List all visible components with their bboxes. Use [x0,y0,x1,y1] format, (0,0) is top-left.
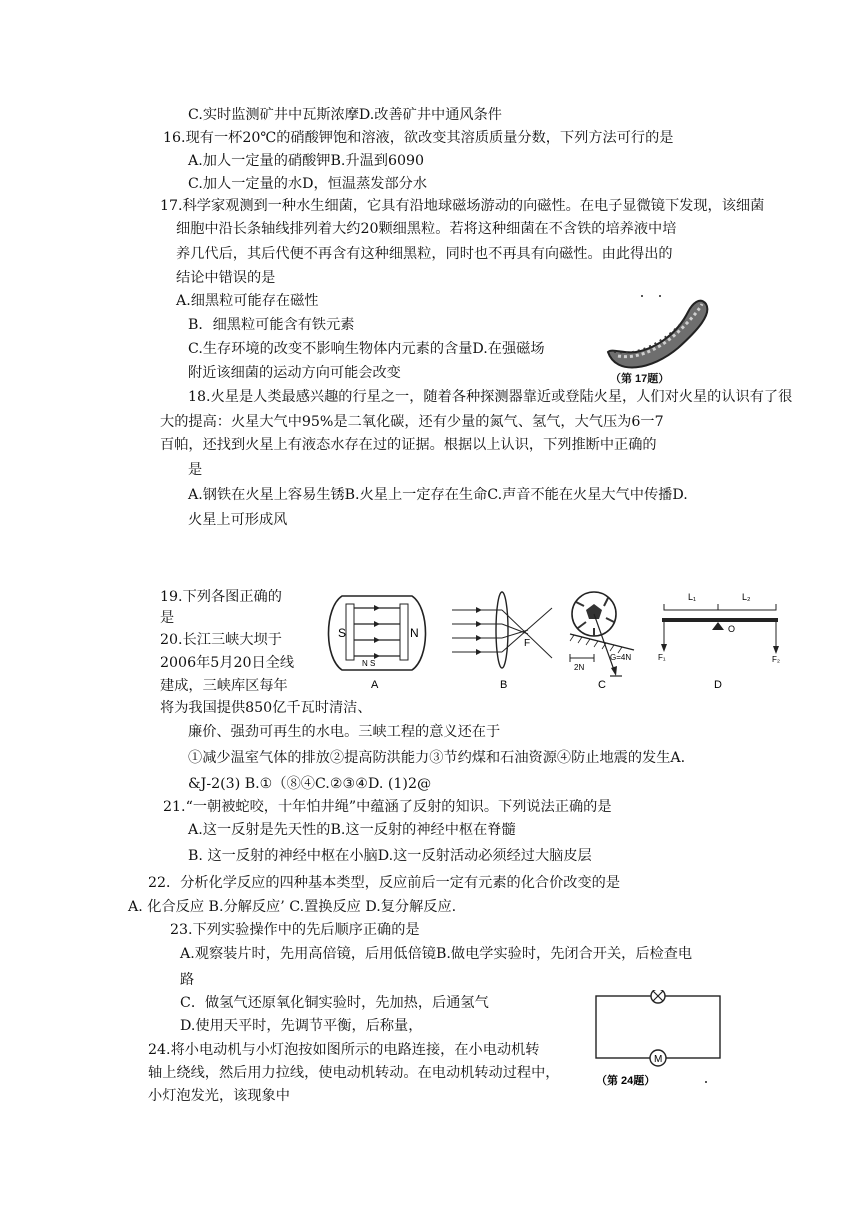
fig-d-f1: F₁ [658,653,666,662]
fig-c-g: G=4N [610,653,632,662]
q17-option-cd: 附近该细菌的运动方向可能会改变 [188,365,401,381]
q20-options: &J-2(3) B.①（⑧④C.②③④D. (1)2@ [188,776,432,792]
fig-a-n: N [410,626,419,640]
fig-d-label: D [714,679,722,691]
q16-option-ab: A.加人一定量的硝酸钾B.升温到6090 [188,153,425,169]
q23-option-b-cont: 路 [180,972,195,988]
bacteria-caption: （第 17题） [610,373,670,385]
q18-stem-4: A.钢铁在火星上容易生锈B.火星上一定存在生命C.声音不能在火星大气中传播D. [188,487,688,503]
q17-stem-4: 结论中错误的是 [176,270,276,286]
bacterium-figure [600,290,722,390]
q16-option-cd: C.加人一定量的水D，恒温蒸发部分水 [188,176,428,192]
q19-figure-c [564,586,650,692]
q20-stem-3: 建成，三峡库区每年 [160,678,288,694]
q24-stem-1: 24.将小电动机与小灯泡按如图所示的电路连接，在小电动机转 [148,1042,540,1058]
q19-figure-d [656,586,786,692]
q18-stem-3: 是 [188,462,203,478]
q16-stem: 16.现有一杯20℃的硝酸钾饱和溶液，欲改变其溶质质量分数，下列方法可行的是 [163,130,674,146]
q18-stem-1: 大的提高：火星大气中95%是二氧化碳，还有少量的氮气、氢气，大气压为6一7 [160,414,664,430]
q19-stem-2: 是 [160,610,175,626]
q19-figure-a [318,586,436,692]
q22-stem: 22．分析化学反应的四种基本类型，反应前后一定有元素的化合价改变的是 [148,875,621,891]
q23-option-c: C．做氢气还原氧化铜实验时，先加热，后通氢气 [180,995,489,1011]
q17-stem-3: 养几代后，其后代便不再含有这种细黑粒，同时也不再具有向磁性。由此得出的 [176,246,673,262]
q23-option-ab: A.观察装片时，先用高倍镜，后用低倍镜B.做电学实验时，先闭合开关，后检查电 [180,946,693,962]
q19-figure-b [448,586,558,692]
fig-c-force: 2N [574,663,585,672]
q17-stem-1: 17.科学家观测到一种水生细菌，它具有沿地球磁场游动的向磁性。在电子显微镜下发现，该细菌 [160,198,765,214]
fig-d-l1: L₁ [688,592,697,602]
fig-a-ns: N S [362,659,376,668]
q18-stem-2: 百帕，还找到火星上有液态水存在过的证据。根据以上认识，下列推断中正确的 [160,437,657,453]
q24-stem-2: 轴上绕线，然后用力拉线，使电动机转动。在电动机转动过程中， [148,1065,560,1081]
q21-option-cd: B. 这一反射的神经中枢在小脑D.这一反射活动必须经过大脑皮层 [188,848,592,864]
q24-stem-3: 小灯泡发光，该现象中 [148,1088,290,1104]
q20-stem-1: 20.长江三峡大坝于 [160,632,282,648]
circuit-caption: （第 24题） [596,1075,656,1087]
q24-circuit-figure [588,990,728,1090]
q20-stem-2: 2006年5月20日全线 [160,655,295,671]
fig-c-label: C [598,679,606,691]
motor-label: M [654,1054,663,1065]
q18-stem-5: 火星上可形成风 [188,512,288,528]
q20-stem-5: 廉价、强劲可再生的水电。三峡工程的意义还在于 [188,724,501,740]
q17-option-b: C.生存环境的改变不影响生物体内元素的含量D.在强磁场 [188,341,545,357]
fig-d-l2: L₂ [742,592,751,602]
q21-stem: 21.“一朝被蛇咬，十年怕井绳”中蕴涵了反射的知识。下列说法正确的是 [163,799,612,815]
fig-d-o: O [728,624,736,634]
q23-option-d: D.使用天平时，先调节平衡，后称量， [180,1018,423,1034]
fig-a-s: S [338,626,347,640]
q20-statements: ①减少温室气体的排放②提高防洪能力③节约煤和石油资源④防止地震的发生A. [188,750,686,766]
fig-b-f: F [524,638,531,649]
q21-option-ab: A.这一反射是先天性的B.这一反射的神经中枢在脊髓 [188,822,516,838]
q20-stem-4: 将为我国提供850亿千瓦时清洁、 [160,700,372,716]
q23-stem: 23.下列实验操作中的先后顺序正确的是 [170,922,420,938]
q17-option-a: B．细黑粒可能含有铁元素 [188,317,355,333]
q17-option-d-cont: 18.火星是人类最感兴趣的行星之一，随着各种探测器靠近或登陆火星，人们对火星的认识有了很 [188,389,793,405]
fig-b-label: B [500,679,508,691]
q22-options: A. 化合反应 B.分解反应’ C.置换反应 D.复分解反应. [128,899,457,915]
fig-a-label: A [371,679,379,691]
q17-stem-5: A.细黑粒可能存在磁性 [176,293,319,309]
q17-stem-2: 细胞中沿长条轴线排列着大约20颗细黑粒。若将这种细菌在不含铁的培养液中培 [176,221,677,237]
q15-option-cd: C.实时监测矿井中瓦斯浓摩D.改善矿井中通风条件 [188,107,502,123]
q19-stem-1: 19.下列各图正确的 [160,589,282,605]
fig-d-f2: F₂ [772,655,780,664]
